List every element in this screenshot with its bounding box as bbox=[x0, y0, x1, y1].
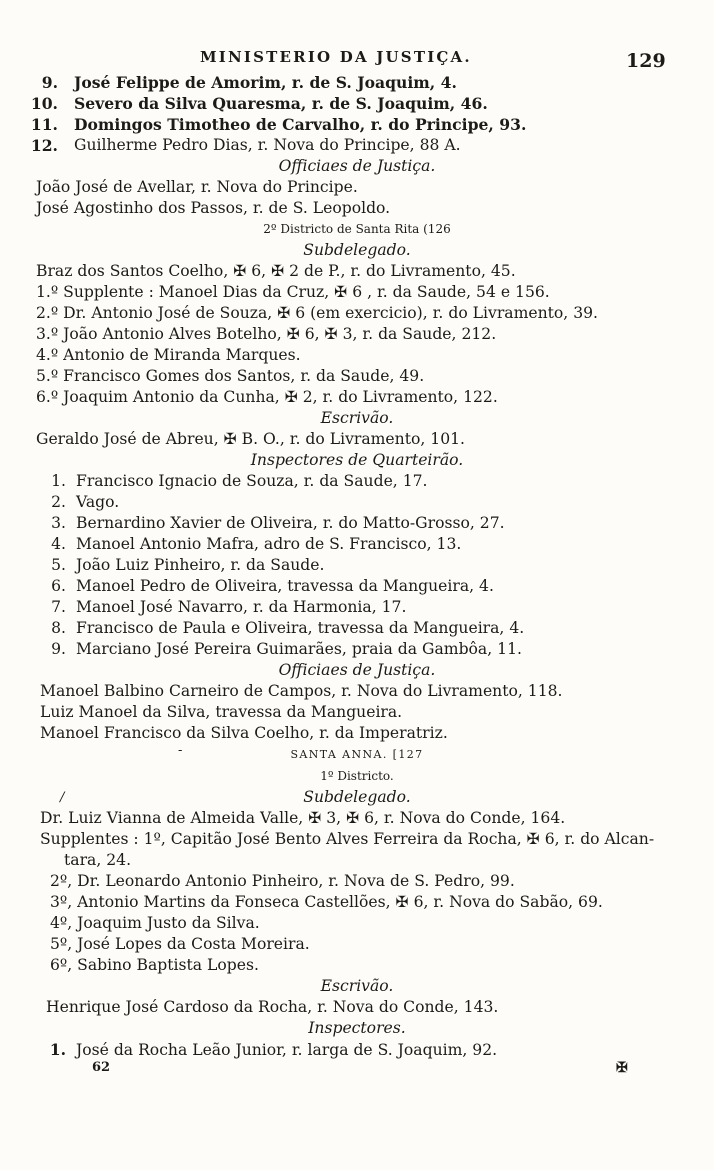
list-item bbox=[0, 723, 714, 744]
list-item bbox=[0, 702, 714, 723]
item-text: 2º, Dr. Leonardo Antonio Pinheiro, r. Nova de S. Pedro, 99. bbox=[50, 872, 515, 890]
item-text: Geraldo José de Abreu, ✠ B. O., r. do Livramento, 101. bbox=[36, 430, 465, 448]
district-heading: 1º Districto. bbox=[320, 769, 394, 783]
item-text: Severo da Silva Quaresma, r. de S. Joaquim, 46. bbox=[74, 94, 488, 113]
item-number: 1. bbox=[51, 472, 66, 490]
list-item bbox=[0, 303, 714, 324]
page-footer bbox=[0, 1060, 714, 1080]
item-text: Francisco Ignacio de Souza, r. da Saude, 17. bbox=[76, 472, 428, 490]
item-text: 6º, Sabino Baptista Lopes. bbox=[50, 956, 259, 974]
list-item bbox=[0, 1039, 714, 1061]
item-text: Manoel Francisco da Silva Coelho, r. da Imperatriz. bbox=[40, 724, 448, 742]
item-text: 2.º Dr. Antonio José de Souza, ✠ 6 (em exercicio), r. do Livramento, 39. bbox=[36, 304, 598, 322]
item-text: 1.º Supplente : Manoel Dias da Cruz, ✠ 6 , r. da Saude, 54 e 156. bbox=[36, 283, 550, 301]
section-heading: Inspectores. bbox=[308, 1019, 406, 1037]
list-item bbox=[0, 892, 714, 913]
item-text: 4.º Antonio de Miranda Marques. bbox=[36, 346, 301, 364]
page-body bbox=[0, 72, 714, 1061]
item-number: 10. bbox=[30, 94, 58, 113]
section-heading: Escrivão. bbox=[320, 977, 394, 995]
list-item bbox=[0, 955, 714, 976]
item-text: Manoel Antonio Mafra, adro de S. Francisco, 13. bbox=[76, 535, 462, 553]
item-text: José Felippe de Amorim, r. de S. Joaquim, 4. bbox=[74, 73, 457, 92]
parish-heading-row bbox=[0, 744, 714, 766]
item-text: João Luiz Pinheiro, r. da Saude. bbox=[76, 556, 325, 574]
section-heading: Inspectores de Quarteirão. bbox=[250, 451, 464, 469]
section-heading: Escrivão. bbox=[320, 409, 394, 427]
section-heading: Officiaes de Justiça. bbox=[278, 157, 436, 175]
item-text: Manoel Pedro de Oliveira, travessa da Mangueira, 4. bbox=[76, 577, 494, 595]
list-item bbox=[0, 93, 714, 114]
item-text: João José de Avellar, r. Nova do Principe. bbox=[36, 178, 358, 196]
list-item bbox=[0, 114, 714, 135]
list-item bbox=[0, 198, 714, 219]
item-number: 5. bbox=[51, 556, 66, 574]
list-item bbox=[0, 913, 714, 934]
list-item bbox=[0, 261, 714, 282]
item-number: 1. bbox=[49, 1040, 66, 1059]
item-text: 3.º João Antonio Alves Botelho, ✠ 6, ✠ 3, r. da Saude, 212. bbox=[36, 325, 497, 343]
item-text: José Agostinho dos Passos, r. de S. Leopoldo. bbox=[36, 199, 391, 217]
item-text: Bernardino Xavier de Oliveira, r. do Matto-Grosso, 27. bbox=[76, 514, 505, 532]
list-item bbox=[0, 871, 714, 892]
list-item-continuation bbox=[0, 850, 714, 871]
section-heading: Subdelegado. bbox=[303, 788, 411, 806]
district-heading: 2º Districto de Santa Rita (126 bbox=[263, 222, 451, 236]
list-item bbox=[0, 639, 714, 660]
item-number: 9. bbox=[41, 73, 58, 92]
item-number: 6. bbox=[51, 577, 66, 595]
margin-mark: - bbox=[178, 743, 183, 758]
section-heading: Subdelegado. bbox=[303, 241, 411, 259]
page-header bbox=[0, 44, 714, 74]
list-item bbox=[0, 555, 714, 576]
item-number: 7. bbox=[51, 598, 66, 616]
list-item bbox=[0, 387, 714, 408]
parish-heading: SANTA ANNA. [127 bbox=[290, 748, 424, 761]
item-number: 2. bbox=[51, 493, 66, 511]
item-text: Domingos Timotheo de Carvalho, r. do Principe, 93. bbox=[74, 115, 527, 134]
item-text: 6.º Joaquim Antonio da Cunha, ✠ 2, r. do Livramento, 122. bbox=[36, 388, 498, 406]
list-item bbox=[0, 135, 714, 156]
item-text: Henrique José Cardoso da Rocha, r. Nova do Conde, 143. bbox=[46, 998, 499, 1016]
list-item bbox=[0, 282, 714, 303]
list-item bbox=[0, 681, 714, 702]
item-text: Guilherme Pedro Dias, r. Nova do Principe, 88 A. bbox=[74, 136, 461, 154]
item-text: Luiz Manoel da Silva, travessa da Mangueira. bbox=[40, 703, 403, 721]
list-item bbox=[0, 513, 714, 534]
list-item bbox=[0, 618, 714, 639]
item-text: Manoel José Navarro, r. da Harmonia, 17. bbox=[76, 598, 407, 616]
list-item bbox=[0, 829, 714, 850]
item-number: 11. bbox=[30, 115, 58, 134]
item-text: Dr. Luiz Vianna de Almeida Valle, ✠ 3, ✠ 6, r. Nova do Conde, 164. bbox=[40, 809, 566, 827]
page-number: 129 bbox=[626, 50, 666, 72]
item-number: 9. bbox=[51, 640, 66, 658]
item-text: 5.º Francisco Gomes dos Santos, r. da Saude, 49. bbox=[36, 367, 425, 385]
list-item bbox=[0, 934, 714, 955]
item-text: Francisco de Paula e Oliveira, travessa da Mangueira, 4. bbox=[76, 619, 525, 637]
item-number: 8. bbox=[51, 619, 66, 637]
item-number: 12. bbox=[30, 136, 58, 155]
item-text: 3º, Antonio Martins da Fonseca Castellões, ✠ 6, r. Nova do Sabão, 69. bbox=[50, 893, 603, 911]
list-item bbox=[0, 72, 714, 93]
printer-mark-icon: ✠ bbox=[616, 1060, 628, 1076]
list-item bbox=[0, 997, 714, 1018]
item-text: 5º, José Lopes da Costa Moreira. bbox=[50, 935, 310, 953]
item-number: 4. bbox=[51, 535, 66, 553]
margin-mark: / bbox=[60, 790, 65, 805]
list-item bbox=[0, 597, 714, 618]
list-item bbox=[0, 534, 714, 555]
signature-mark: 62 bbox=[92, 1060, 111, 1075]
list-item bbox=[0, 345, 714, 366]
item-text: Manoel Balbino Carneiro de Campos, r. Nova do Livramento, 118. bbox=[40, 682, 563, 700]
item-text: José da Rocha Leão Junior, r. larga de S. Joaquim, 92. bbox=[76, 1041, 498, 1059]
section-heading-row bbox=[0, 787, 714, 808]
item-number: 3. bbox=[51, 514, 66, 532]
list-item bbox=[0, 429, 714, 450]
section-heading: Officiaes de Justiça. bbox=[278, 661, 436, 679]
list-item bbox=[0, 576, 714, 597]
item-text: 4º, Joaquim Justo da Silva. bbox=[50, 914, 260, 932]
item-text: Braz dos Santos Coelho, ✠ 6, ✠ 2 de P., r. do Livramento, 45. bbox=[36, 262, 516, 280]
item-text: Marciano José Pereira Guimarães, praia da Gambôa, 11. bbox=[76, 640, 522, 658]
running-title: MINISTERIO DA JUSTIÇA. bbox=[200, 48, 472, 66]
item-text: Vago. bbox=[76, 493, 120, 511]
item-text: tara, 24. bbox=[64, 851, 132, 869]
list-item bbox=[0, 324, 714, 345]
list-item bbox=[0, 808, 714, 829]
list-item bbox=[0, 492, 714, 513]
list-item bbox=[0, 366, 714, 387]
list-item bbox=[0, 177, 714, 198]
item-text: Supplentes : 1º, Capitão José Bento Alves Ferreira da Rocha, ✠ 6, r. do Alcan- bbox=[40, 830, 655, 848]
list-item bbox=[0, 471, 714, 492]
